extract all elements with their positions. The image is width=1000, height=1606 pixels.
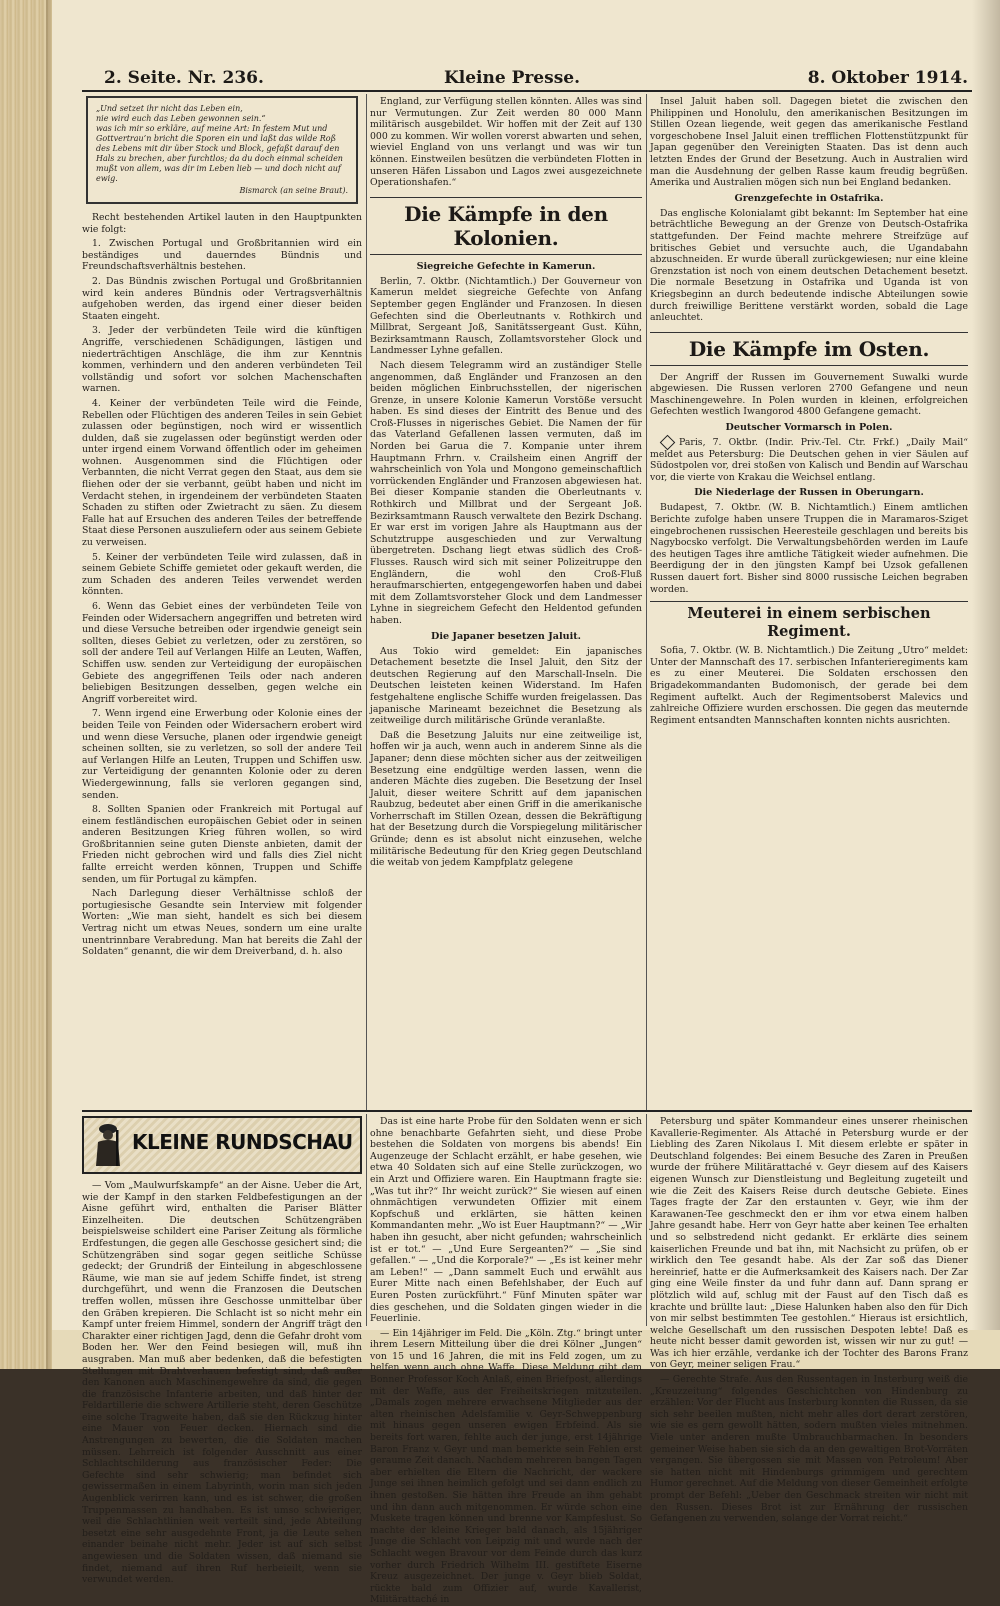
paragraph: Aus Tokio wird gemeldet: Ein japanisches Detachement besetzte die Insel Jaluit, den Sitz der deutschen Regierung auf den Marschall-Inseln. Die Deutschen leisteten keinen Widerstand. Im Hafen festgehaltene englische Schiffe wurden freigelassen. Das japanische Marineamt bezeichnet die Besetzung als zeitweilige durch militärische Gründe veranlaßte. — [370, 645, 642, 727]
paragraph: 5. Keiner der verbündeten Teile wird zulassen, daß in seinem Gebiete Schiffe gemietet oder gekauft werden, die zum Schaden des anderen Teiles verwendet werden könnten. — [82, 551, 362, 598]
column-rule — [646, 1114, 647, 1326]
column-1 — [82, 96, 362, 1108]
paragraph-text: Paris, 7. Oktbr. (Indir. Priv.-Tel. Ctr. Frkf.) „Daily Mail“ meldet aus Petersburg: Die Deutschen gehen in vier Säulen auf Südostpolen vor, drei stoßen von Kalisch und Bendin auf Warschau vor, die vierte von Krakau die Weichsel entlang. — [650, 437, 968, 483]
page-shadow — [972, 0, 1000, 1369]
paragraph: Budapest, 7. Oktbr. (W. B. Nichtamtlich.) Einem amtlichen Berichte zufolge haben unsere Truppen die in Maramaros-Sziget eingebrochenen russischen Heeresteile geschlagen und bereits bis Nagybocsko verfolgt. Die Verwaltungsbehörden werden im Laufe des heutigen Tages ihre amtliche Tätigkeit wieder aufnehmen. Die Beerdigung der in den jüngsten Kampf bei Uzsok gefallenen Russen dauert fort. Bisher sind 8000 russische Leichen begraben worden. — [650, 502, 968, 595]
paragraph: Nach Darlegung dieser Verhältnisse schloß der portugiesische Gesandte sein Interview mit folgender Worten: „Wie man sieht, handelt es sich bei diesem Vertrag nicht um etwas Neues, sondern um eine uralte unentrinnbare Verabredung. Man hat bereits die Zahl der Soldaten“ genannt, die wir dem Dreiverband, d. h. also — [82, 888, 362, 958]
paragraph: Das englische Kolonialamt gibt bekannt: Im September hat eine beträchtliche Bewegung an der Grenze von Deutsch-Ostafrika stattgefunden. Der Feind machte mehrere Streifzüge auf britisches Gebiet und versuchte auch, die Ugandabahn abzuschneiden. Er wurde überall zurückgewiesen; nur eine kleine Grenzstation ist noch von einem deutschen Detachement besetzt. Die normale Besetzung in Ostafrika und Uganda ist von Kriegsbeginn an durch bedeutende indische Abteilungen sowie durch freiwillige Berittene verstärkt worden, sobald die Lage anleuchtet. — [650, 207, 968, 324]
masthead — [72, 68, 972, 92]
book-binding — [0, 0, 52, 1369]
kleine-rundschau-banner — [82, 1116, 362, 1174]
paragraph: — Ein 14jähriger im Feld. Die „Köln. Ztg.“ bringt unter ihrem Lesern Mitteilung über die drei Kölner „Jungen“ von 15 und 16 Jahren, die mit ins Feld zogen, um zu helfen wenn auch ohne Waffe. Diese Meldung gibt dem Bonner Professor Koch Anlaß, einen Briefpost, allerdings mit der Waffe, aus der Freiheitskriegen mitzuteilen. „Damals zogen mehrere erwachsene Mitglieder aus der alten rheinischen Adelsfamilie v. Geyr-Schweppenburg mit hinaus gegen unseren ewigen Erbfeind. Als sie bereits fort waren, fehlte auch der junge, erst 14jährige Baron Franz v. Geyr und man bemerkte sein Fehlen erst geraume Zeit danach. Nachdem mehreren bangen Tagen aber erhielten die Eltern die Nachricht, der wackere Junge sei ihnen heimlich gefolgt und sei dann endlich zu ihnen gestoßen. Sie hätten ihre Freude an ihm gehabt und ihn dann auch mitgenommen. Er würde schon eine Muskete tragen können und brenne vor Kampfeslust. So machte der kleine Krieger bald danach, als 15jähriger Junge die Schlacht von Leipzig mit und wurde nach der Schlacht wegen Bravour vor dem Feinde durch das kurz vorher durch Friedrich Wilhelm III. gestiftete Eiserne Kreuz ausgezeichnet. Der junge v. Geyr blieb Soldat, rückte bald zum Offizier auf, wurde Kavallerist, Militärattaché in — [370, 1327, 642, 1606]
paragraph: 1. Zwischen Portugal und Großbritannien wird ein beständiges und dauerndes Bündnis und Freundschaftsverhältnis bestehen. — [82, 238, 362, 273]
column-2 — [370, 96, 642, 1108]
subheading-kamerun: Siegreiche Gefechte in Kamerun. — [416, 260, 596, 272]
paragraph — [650, 437, 968, 483]
paragraph: Petersburg und später Kommandeur eines unserer rheinischen Kavallerie-Regimenter. Als Attaché in Petersburg wurde er der Liebling des Zaren Nikolaus I. Mit diesem erlebte er später in Deutschland folgendes: Bei einem Besuche des Zaren in Preußen wurde der frühere Militärattaché v. Geyr diesem auf des Kaisers eigenen Wunsch zur Dienstleistung und Begleitung zugeteilt und wie die Zeit des Kaisers Reise durch deutsche Gebiete. Eines Tages fragte der Zar den erstaunten v. Geyr, wie ihm der Karawanen-Tee geschmeckt den er ihm vor etwa einem halben Jahre gesandt habe. Herr von Geyr hatte aber keinen Tee erhalten und so selbstredend nicht gedankt. Er erklärte dies seinem kaiserlichen Freunde und bat ihn, mit Nachsicht zu prüfen, ob er wirklich den Tee gesandt habe. Als der Zar soß das Diener hereinrief, hatte er die Aufmerksamkeit des Kaisers nach. Der Zar ging eine Weile finster da und fuhr dann auf. Dann sprang er plötzlich wild auf, schlug mit der Faust auf den Tisch daß es krachte und brüllte laut: „Diese Halunken haben also den für Dich von mir selbst bestimmten Tee gestohlen.“ Hieraus ist ersichtlich, welche Gesellschaft um den russischen Despoten lebte! Daß es heute nicht besser damit geworden ist, wissen wir nur zu gut! — Was ich hier erzähle, verdanke ich der Tochter des Barons Franz von Geyr, meiner seligen Frau.“ — [650, 1116, 968, 1371]
paragraph: Berlin, 7. Oktbr. (Nichtamtlich.) Der Gouverneur von Kamerun meldet siegreiche Gefechte von Anfang September gegen Engländer und Franzosen. In diesen Gefechten sind die Oberleutnants v. Rothkirch und Millbrat, Sergeant Joß, Sanitätssergeant Gust. Kühn, Bezirksamtmann Rausch, Zollamtsvorsteher Glock und Landmesser Lyhne gefallen. — [370, 275, 642, 357]
column-3 — [650, 96, 968, 1108]
paragraph: 2. Das Bündnis zwischen Portugal und Großbritannien wird kein anderes Bündnis oder Vertragsverhältnis aufgehoben werden, das irgend einer dieser beiden Staaten eingeht. — [82, 275, 362, 322]
subheading-ostafrika: Grenzgefechte in Ostafrika. — [734, 192, 884, 204]
column-rule — [366, 94, 367, 1110]
paragraph: 3. Jeder der verbündeten Teile wird die künftigen Angriffe, verschiedenen Schädigungen, lästigen und niederträchtigen Anschläge, die ihm zur Kenntnis kommen, verhindern und den anderen verbündeten Teil vollständig und sofort vor solchen Machenschaften warnen. — [82, 325, 362, 395]
paragraph: Recht bestehenden Artikel lauten in den Hauptpunkten wie folgt: — [82, 212, 362, 235]
headline-mutiny: Meuterei in einem serbischen Regiment. — [650, 601, 968, 641]
quote-line: „Und setzet ihr nicht das Leben ein, — [96, 104, 243, 113]
quote-signature: Bismarck (an seine Braut). — [239, 186, 348, 195]
bismarck-quote-box — [86, 96, 358, 204]
paragraph: Sofia, 7. Oktbr. (W. B. Nichtamtlich.) Die Zeitung „Utro“ meldet: Unter der Mannschaft des 17. serbischen Infanterieregiments kam es zu einer Meuterei. Die Soldaten erschossen den Brigadekommandanten Budomonisch, der gerade bei dem Regiment auftelkt. Auch der Regimentsoberst Malevics und zahlreiche Offiziere wurden erschossen. Die gegen das meuternde Regiment entsandten Mannschaften konnten nichts ausrichten. — [650, 645, 968, 726]
paragraph: Das ist eine harte Probe für den Soldaten wenn er sich ohne benachbarte Gefahrten sieht, und diese Probe bestehen die Soldaten von morgens bis abends! Ein Augenzeuge der Schlacht erzählt, er habe gesehen, wie etwa 40 Soldaten sich auf eine Stelle zurückzogen, wo ein Arzt und Offiziere waren. Ein Hauptmann fragte sie: „Was tut ihr?“ Ihr weicht zurück?“ Sie wiesen auf einen ohnmächtigen verwundeten Offizier mit einem Kopfschuß und erklärten, sie hätten keinen Kommandanten mehr. „Wo ist Euer Hauptmann?“ — „Wir haben ihn gesucht, aber nicht gefunden; wahrscheinlich ist er tot.“ — „Und Eure Sergeanten?“ — „Sie sind gefallen.“ — „Und die Korporale?“ — „Es ist keiner mehr am Leben!“ — „Dann sammelt Euch und erwählt aus Eurer Mitte nach einen Befehlshaber, der Euch auf Euren Posten zurückführt.“ Fünf Minuten später war dies geschehen, und die Soldaten gingen wieder in die Feuerlinie. — [370, 1116, 642, 1325]
section-rule — [82, 1110, 972, 1112]
paragraph: 7. Wenn irgend eine Erwerbung oder Kolonie eines der beiden Teile von Feinden oder Widersachern erobert wird und wenn diese Versuche, planen oder irgendwie geneigt scheinen sollten, sie zu verletzen, so soll der andere Teil auf Verlangen Hilfe an Leuten, Truppen und Schiffen usw. zur Verteidigung der genannten Kolonie oder zu deren Wiedergewinnung, falls sie verloren gegangen sind, senden. — [82, 708, 362, 801]
soldier-figure-icon — [88, 1120, 128, 1168]
column-4 — [82, 1116, 362, 1586]
paragraph: — Vom „Maulwurfskampfe“ an der Aisne. Ueber die Art, wie der Kampf in den starken Feldbefestigungen an der Aisne geführt wird, enthalten die Pariser Blätter Einzelheiten. Die deutschen Schützengräben beispielsweise schildert eine Pariser Zeitung als förmliche Erdfestungen, die gegen alle Geschosse gesichert sind; die Schützengräben sind sogar gegen seitliche Schüsse gedeckt; der Grundriß der Einteilung in abgeschlossene Räume, wie man sie auf jedem Schiffe findet, ist streng durchgeführt, und wenn die Franzosen die Deutschen treffen wollen, müssen ihre Geschosse unmittelbar über den Gräben krepieren. Die Schlacht ist so nicht mehr ein Kampf unter freiem Himmel, sondern der Angriff trägt den Charakter einer richtigen Jagd, denn die Gefahr droht vom Boden her. Wer den Feind besiegen will, muß ihn ausgraben. Man muß aber bedenken, daß die befestigten Stellungen mit Drahtverhauen befestigt sind, daß außer den Kanonen auch Maschinengewehre da sind, die gegen die französische Infanterie arbeiten, und daß hinter der Feldartillerie die schwere Artillerie steht, deren Geschütze eine solche Tragweite haben, daß sie den Rückzug hinter eine Mauer von Feuer decken. Hiernach sind die Anstrengungen zu bewerten, die die Soldaten machen müssen. Lehrreich ist folgender Ausschnitt aus einer Schlachtschilderung aus französischer Feder: Die Gefechte sind sehr schwierig; man befindet sich gewissermaßen in einem Labyrinth, worin man sich jeden Augenblick verirren kann, und es ist schwer, die großen Truppenmassen zu handhaben. Es ist umso schwieriger, weil die Schlachtlinien weit verteilt sind, jede Abteilung besetzt eine sehr ausgedehnte Front, ja die Leute sehen einander beinahe nicht mehr. Jeder ist auf sich selbst angewiesen und die Soldaten wissen, daß niemand sie findet, niemand auf ihren Ruf herbeieilt, wenn sie verwundet werden. — [82, 1180, 362, 1586]
paragraph: England, zur Verfügung stellen könnten. Alles was sind nur Vermutungen. Zur Zeit werden 80 000 Mann militärisch ausgebildet. Wir hoffen mit der Zeit auf 130 000 zu kommen. Wir wollen vorerst abwarten und sehen, wieviel England von uns verlangt und was wir tun können. Einstweilen besützen die verbündeten Flotten in unseren Häfen Lissabon und Lagos zwei ausgezeichnete Operationshafen.“ — [370, 96, 642, 189]
issue-date: 8. Oktober 1914. — [807, 68, 968, 88]
column-rule — [646, 94, 647, 1110]
headline-east: Die Kämpfe im Osten. — [650, 332, 968, 366]
paragraph: Der Angriff der Russen im Gouvernement Suwalki wurde abgewiesen. Die Russen verloren 2700 Gefangene und neun Maschinengewehre. In Polen wurden in kleinen, erfolgreichen Gefechten westlich Iwangorod 4800 Gefangene gemacht. — [650, 371, 968, 418]
page-content — [72, 56, 972, 1606]
column-6 — [650, 1116, 968, 1525]
paragraph: 4. Keiner der verbündeten Teile wird die Feinde, Rebellen oder Flüchtigen des anderen Teiles in sein Gebiet zulassen oder begünstigen, noch wird er wissentlich dulden, daß sie zugelassen oder begünstigt werden oder unter irgend einem Vorwand öffentlich oder im geheimen wohnen. Ausgenommen sind die Flüchtigen oder Verbannten, die nicht Verrat gegen den Staat, aus dem sie fliehen oder der sie verbannt, geübt haben und nicht im Verdacht stehen, in irgendeinem der verbündeten Staaten Schaden zu stiften oder Zwietracht zu säen. Zu diesem Falle hat auf Ersuchen des anderen Teiles der betreffende Staat diese Personen auszuliefern oder aus seinem Gebiete zu verweisen. — [82, 397, 362, 549]
subheading-jaluit: Die Japaner besetzen Jaluit. — [431, 630, 581, 642]
quote-line: was ich mir so erkläre, auf meine Art: In festem Mut und Gottvertrau’n bricht die Sporen ein und laßt das wilde Roß des Lebens mit dir über Stock und Block, gefaßt darauf den Hals zu brechen, aber furchtlos; da du doch einmal scheiden mußt von allem, was dir im Leben lieb — und doch nicht auf ewig. — [96, 124, 343, 183]
headline-colonies: Die Kämpfe in den Kolonien. — [370, 197, 642, 255]
subheading-poland: Deutscher Vormarsch in Polen. — [725, 422, 893, 434]
top-rule — [82, 90, 972, 92]
paragraph: Nach diesem Telegramm wird an zuständiger Stelle angenommen, daß Engländer und Franzosen an den beiden möglichen Einbruchsstellen, der nigerischen Grenze, in unsere Kolonie Kamerun Vorstöße versucht haben. Es sind dieses der Eintritt des Benue und des Croß-Flusses in nigerisches Gebiet. Die Namen der für das Vaterland Gefallenen lassen vermuten, daß im Norden bei Garua die 7. Kompanie unter ihrem Hauptmann Frhrn. v. Crailsheim einen Angriff der wahrscheinlich von Yola und Mongono gemeinschaftlich vorrückenden Engländer und Franzosen abgewiesen hat. Bei dieser Kompanie standen die Oberleutnants v. Rothkirch und Millbrat und der Sergeant Joß. Bezirksamtmann Rausch verwaltete den Bezirk Dschang. Er war erst im vorigen Jahre als Hauptmann aus der Schutztruppe ausgeschieden und zur Verwaltung übergetreten. Dschang liegt etwas südlich des Croß-Flusses. Rausch wird sich mit seiner Polizeitruppe den Engländern, die wohl den Croß-Fluß heraufmarschierten, entgegengeworfen haben und dabei mit dem Zollamtsvorsteher Glock und dem Landmesser Lyhne in siegreichem Gefecht den Heldentod gefunden haben. — [370, 359, 642, 626]
paragraph: Insel Jaluit haben soll. Dagegen bietet die zwischen den Philippinen und Honolulu, den amerikanischen Besitzungen im Stillen Ozean liegende, weit gegen das amerikanische Festland vorgeschobene Insel Jaluit einen trefflichen Flottenstützpunkt für Japan gegenüber den Vereinigten Staaten. Das ist denn auch letzten Endes der Grund der Besetzung. Auch in Australien wird man die Ausdehnung der gelben Rasse kaum freudig begrüßen. Amerika und Australien mögen sich nun bei England bedanken. — [650, 96, 968, 189]
paragraph: 6. Wenn das Gebiet eines der verbündeten Teile von Feinden oder Widersachern angegriffen und betreten wird und diese Versuche betreiben oder irgendwie geneigt sein sollten, dieses Gebiet zu verletzen, oder zu zerstören, so soll der andere Teil auf Verlangen Hilfe an Leuten, Waffen, Schiffen usw. senden zur Verteidigung der europäischen Gebiete des angegriffenen Teils oder nach anderen beliebigen Besitzungen desselben, gegen welche ein Angriff vorbereitet wird. — [82, 601, 362, 705]
paragraph: — Gerechte Strafe. Aus den Russentagen in Insterburg weiß die „Kreuzzeitung“ folgendes Geschichtchen von Hindenburg zu erzählen: Vor der Flucht aus Insterburg konnten die Russen, da sie sich sehr beeilen mußten, nicht mehr alles dort derart zerstören, wie sie es gern gewollt hätten, sodern mußten vieles mitnehmen. Viele unter anderen mußte Umbrauchbarmachen. In besonders gemeiner Weise haben sie sich da an den gewaltigen Brot-Vorräten vergangen. Sie übergossen sie mit Massen von Petroleum! Aber sie hatten nicht mit Hindenburgs grimmigem und gerechtem Humor gerechnet. Auf die Meldung von dieser Gemeinheit erfolgte prompt der Befehl: „Ueber den Geschmack streiten wir nicht mit den Russen. Dieses Brot ist zur Ernährung der russischen Gefangenen zu verwenden, solange der Vorrat reicht.“ — [650, 1374, 968, 1525]
treaty-article — [82, 212, 362, 958]
banner-title: KLEINE RUNDSCHAU — [132, 1130, 353, 1154]
quote-line: nie wird euch das Leben gewonnen sein.“ — [96, 114, 266, 123]
paragraph: 8. Sollten Spanien oder Frankreich mit Portugal auf einem festländischen europäischen Gebiet oder in seinen anderen Besitzungen Krieg führen wollen, so wird Großbritannien seine guten Dienste anbieten, damit der Frieden nicht gebrochen wird und falls dies Ziel nicht fallte erreicht werden können, Truppen und Schiffe senden, um für Portugal zu kämpfen. — [82, 804, 362, 885]
newspaper-title: Kleine Presse. — [443, 68, 581, 88]
page-number: 2. Seite. Nr. 236. — [104, 68, 264, 88]
column-5 — [370, 1116, 642, 1606]
column-rule — [366, 1114, 367, 1326]
subheading-oberungarn: Die Niederlage der Russen in Oberungarn. — [694, 487, 924, 499]
paragraph: Daß die Besetzung Jaluits nur eine zeitweilige ist, hoffen wir ja auch, wenn auch in anderem Sinne als die Japaner; denn diese möchten sicher aus der zeitweiligen Besetzung eine endgültige werden lassen, wenn die anderen Mächte dies zugeben. Die Besetzung der Insel Jaluit, dieser weitere Schritt auf dem japanischen Raubzug, bedeutet aber einen Griff in die amerikanische Vorherrschaft im Stillen Ozean, dessen die Bekräftigung hat der Besetzung durch die Vorspiegelung militärischer Gründe; denn es ist absolut nicht einzusehen, welche militärische Bedeutung für den Krieg gegen Deutschland die weitab von jedem Kampfplatz gelegene — [370, 729, 642, 869]
